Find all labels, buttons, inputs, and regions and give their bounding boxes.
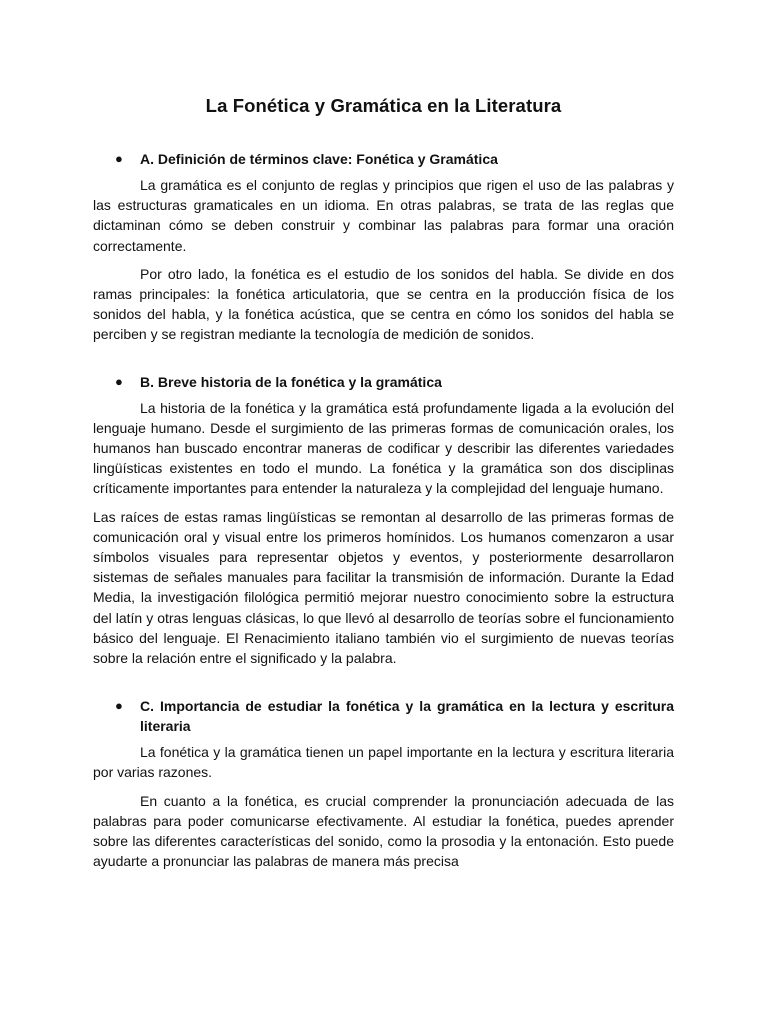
- paragraph: Por otro lado, la fonética es el estudio de los sonidos del habla. Se divide en dos ramas principales: la fonética articulatoria, que se centra en la producción física de los sonidos del habla, y la fonética acústica, que se centra en cómo los sonidos del habla se perciben y se registran mediante la tecnología de medición de sonidos.: [93, 265, 674, 343]
- section-a: [93, 149, 674, 345]
- section-heading-text: A. Definición de términos clave: Fonética y Gramática: [140, 151, 498, 167]
- paragraph: Las raíces de estas ramas lingüísticas se remontan al desarrollo de las primeras formas de comunicación oral y visual entre los primeros homínidos. Los humanos comenzaron a usar símbolos visuales para representar objetos y eventos, y posteriormente desarrollaron sistemas de señales manuales para facilitar la transmisión de información. Durante la Edad Media, la investigación filológica permitió mejorar nuestro conocimiento sobre la estructura del latín y otras lenguas clásicas, lo que llevó al desarrollo de teorías sobre el funcionamiento básico del lenguaje. El Renacimiento italiano también vio el surgimiento de nuevas teorías sobre la relación entre el significado y la palabra.: [93, 508, 674, 667]
- bullet-icon: ●: [115, 151, 123, 166]
- document-title: La Fonética y Gramática en la Literatura: [205, 95, 562, 116]
- paragraph: La gramática es el conjunto de reglas y principios que rigen el uso de las palabras y las estructuras gramaticales en un idioma. En otras palabras, se trata de las reglas que dictaminan cómo se deben construir y combinar las palabras para formar una oración correctamente.: [93, 177, 674, 254]
- section-c: [93, 696, 674, 870]
- section-heading-text: B. Breve historia de la fonética y la gramática: [140, 373, 442, 390]
- section-heading: [93, 149, 674, 169]
- bullet-icon: ●: [115, 373, 123, 389]
- bullet-icon: ●: [115, 698, 123, 714]
- paragraph: En cuanto a la fonética, es crucial comprender la pronunciación adecuada de las palabras para poder comunicarse efectivamente. Al estudiar la fonética, puedes aprender sobre las diferentes características del sonido, como la prosodia y la entonación. Esto puede ayudarte a pronunciar las palabras de manera más precisa: [93, 792, 674, 870]
- section-heading-text: C. Importancia de estudiar la fonética y la gramática en la lectura y escritura literaria: [140, 698, 674, 735]
- section-b: [93, 372, 674, 669]
- paragraph: La fonética y la gramática tienen un papel importante en la lectura y escritura literaria por varias razones.: [93, 744, 674, 781]
- section-heading: [93, 696, 674, 736]
- paragraph: La historia de la fonética y la gramática está profundamente ligada a la evolución del lenguaje humano. Desde el surgimiento de las primeras formas de comunicación orales, los humanos han buscado encontrar maneras de codificar y describir las diferentes variedades lingüísticas existentes en todo el mundo. La fonética y la gramática son dos disciplinas críticamente importantes para entender la naturaleza y la complejidad del lenguaje humano.: [93, 399, 674, 497]
- section-heading: [93, 372, 674, 392]
